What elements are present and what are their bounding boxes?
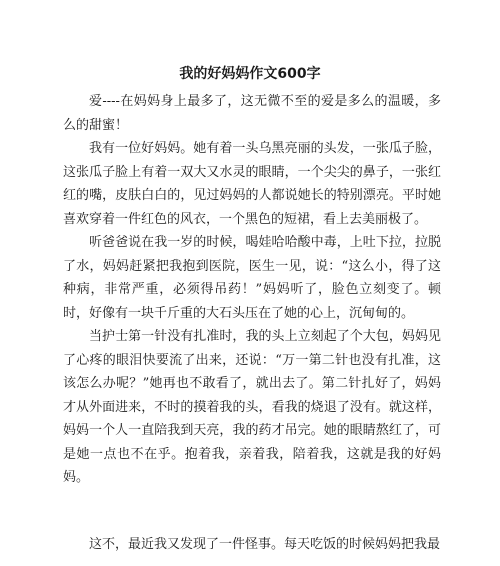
document-body (63, 90, 441, 490)
paragraph: 当护士第一针没有扎准时，我的头上立刻起了个大包，妈妈见了心疼的眼泪快要流了出来，还说：“万一第二针也没有扎准，这该怎么办呢？”她再也不敢看了，就出去了。第二针扎好了，妈妈才从外面进来，不时的摸着我的头，看我的烧退了没有。就这样，妈妈一个人一直陪我到天亮，我的药才吊完。她的眼睛熬红了，可是她一点也不在乎。抱着我，亲着我，陪着我，这就是我的好妈妈。 (63, 329, 441, 485)
document-title: 我的好妈妈作文600字 (179, 66, 321, 82)
paragraph: 这不，最近我又发现了一件怪事。每天吃饭的时候妈妈把我最 (89, 537, 441, 552)
paragraph: 我有一位好妈妈。她有着一头乌黑亮丽的头发，一张瓜子脸，这张瓜子脸上有着一双大又水灵的眼睛，一个尖尖的鼻子，一张红红的嘴，皮肤白白的，见过妈妈的人都说她长的特别漂亮。平时她喜欢穿着一件红色的风衣，一个黑色的短裙，看上去美丽极了。 (63, 141, 441, 227)
paragraph: 听爸爸说在我一岁的时候，喝娃哈哈酸中毒，上吐下拉，拉脱了水，妈妈赶紧把我抱到医院，医生一见，说：“这么小，得了这种病，非常严重，必须得吊药！”妈妈听了，脸色立刻变了。顿时，好像有一块千斤重的大石头压在了她的心上，沉甸甸的。 (63, 235, 441, 321)
paragraph: 爱----在妈妈身上最多了，这无微不至的爱是多么的温暖，多么的甜蜜！ (63, 94, 441, 133)
